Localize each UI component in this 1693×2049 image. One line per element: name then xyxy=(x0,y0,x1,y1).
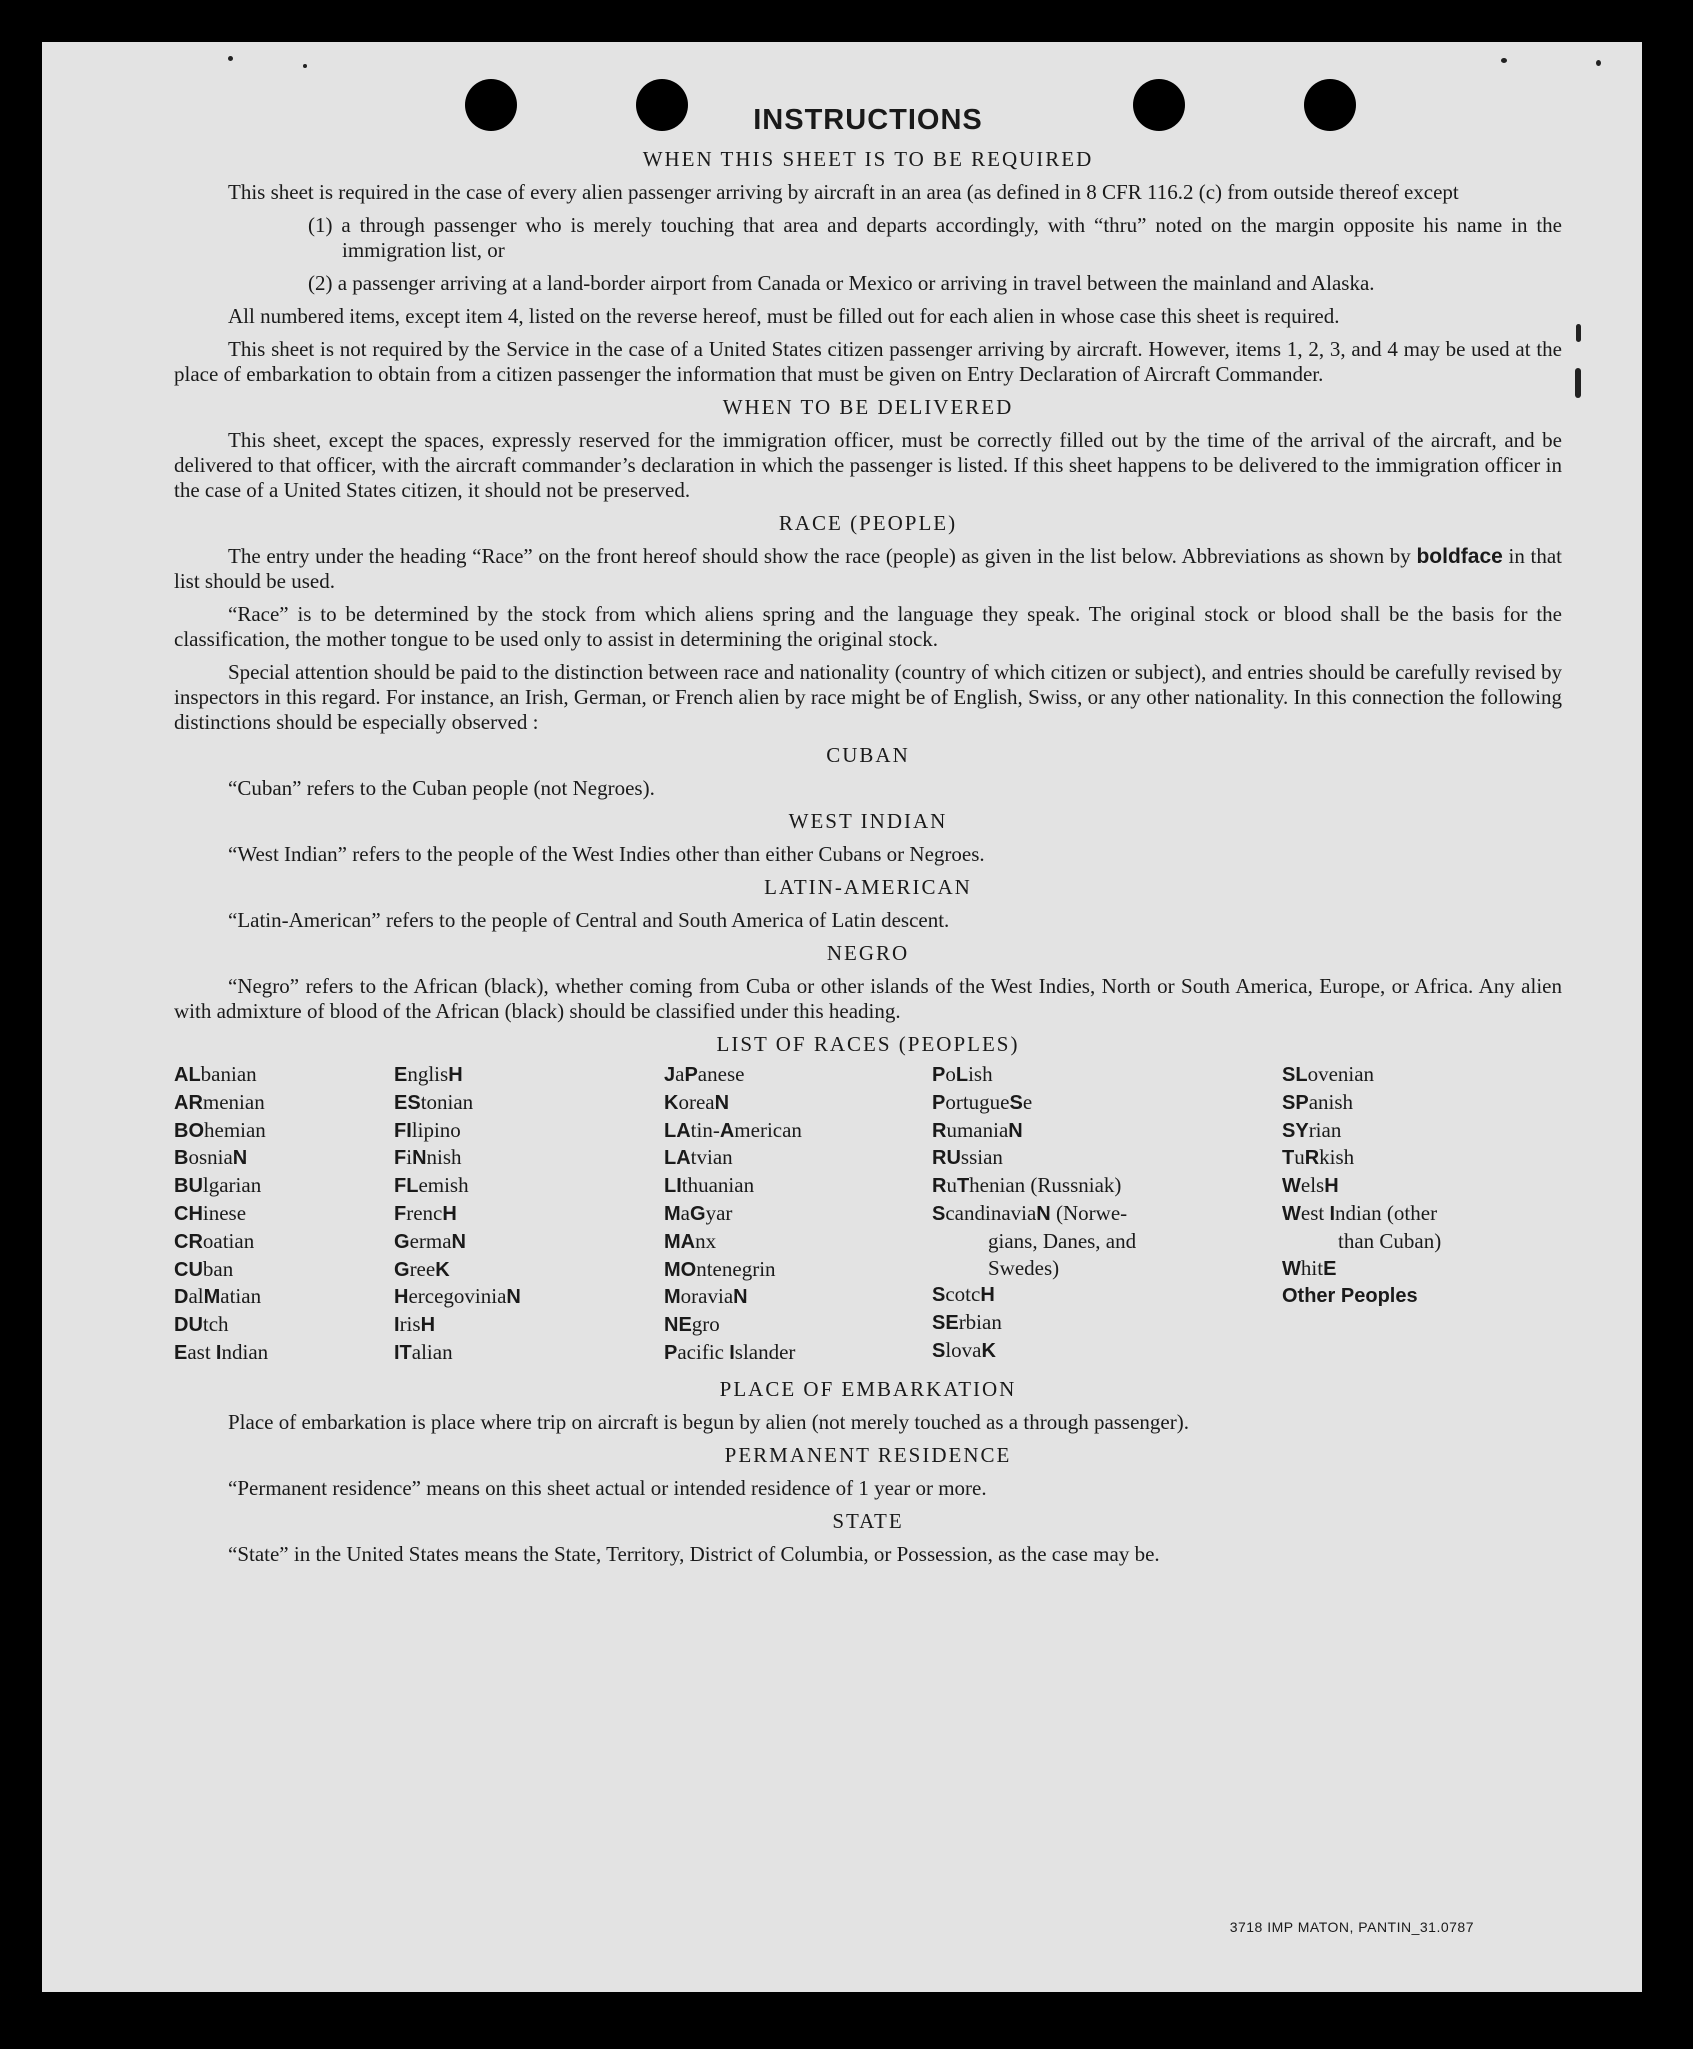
heading-list-of-races: LIST OF RACES (PEOPLES) xyxy=(716,1032,1020,1056)
race-text: u xyxy=(946,1173,957,1198)
heading-latin-american: LATIN-AMERICAN xyxy=(764,875,972,899)
race-text: kish xyxy=(1319,1145,1355,1170)
race-text: menian xyxy=(202,1089,265,1114)
paragraph: Special attention should be paid to the distinction between race and nationality (country of which citizen or subject), and entries should be carefully revised by inspectors in this regard. For instance, an Irish, German, or French alien by race might be of English, Swiss, or any other nationality. In this connection the following distinctions should be especially observed : xyxy=(174,660,1562,734)
paragraph: All numbered items, except item 4, listed on the reverse hereof, must be filled out for each alien in whose case this sheet is required. xyxy=(228,304,1340,328)
boldface-word: boldface xyxy=(1416,545,1503,568)
race-abbrev: S xyxy=(932,1284,946,1307)
race-abbrev: M xyxy=(664,1202,681,1225)
race-abbrev: N xyxy=(1036,1202,1051,1225)
race-entry xyxy=(394,1089,664,1117)
race-entry xyxy=(174,1172,394,1200)
races-column xyxy=(932,1061,1282,1367)
race-entry xyxy=(1282,1200,1562,1228)
race-abbrev: P xyxy=(684,1064,698,1086)
race-abbrev: DU xyxy=(174,1314,203,1337)
race-abbrev: R xyxy=(932,1175,947,1198)
speck xyxy=(1575,368,1581,398)
race-text: merican xyxy=(734,1117,802,1142)
race-entry xyxy=(932,1117,1282,1145)
race-text: yar xyxy=(705,1200,733,1225)
race-entry xyxy=(174,1339,394,1367)
race-text: alian xyxy=(411,1339,453,1364)
heading-embarkation: PLACE OF EMBARKATION xyxy=(719,1376,1017,1401)
race-text: u xyxy=(1294,1145,1305,1170)
race-abbrev: R xyxy=(1304,1147,1320,1170)
race-abbrev: SY xyxy=(1282,1119,1309,1142)
race-text: acific xyxy=(677,1339,730,1364)
race-abbrev: B xyxy=(174,1147,189,1170)
race-abbrev: S xyxy=(932,1339,946,1362)
race-text: osnia xyxy=(188,1145,233,1170)
race-abbrev: AL xyxy=(174,1064,201,1086)
race-text: lova xyxy=(945,1337,982,1362)
race-text: atian xyxy=(220,1284,262,1309)
race-abbrev: N xyxy=(1008,1119,1023,1142)
race-entry xyxy=(932,1144,1282,1172)
speck xyxy=(228,56,233,61)
race-abbrev: J xyxy=(664,1064,676,1086)
speck xyxy=(1501,58,1507,63)
paragraph xyxy=(174,544,1562,594)
race-abbrev: I xyxy=(729,1341,735,1364)
race-abbrev: H xyxy=(394,1286,409,1309)
paragraph: “Cuban” refers to the Cuban people (not Negroes). xyxy=(228,776,655,800)
race-entry xyxy=(664,1228,932,1256)
race-abbrev: T xyxy=(1282,1147,1295,1170)
race-entry xyxy=(664,1256,932,1284)
race-text: e xyxy=(1022,1089,1033,1114)
speck xyxy=(1576,324,1581,342)
race-abbrev: W xyxy=(1282,1175,1301,1198)
race-text: slander xyxy=(734,1339,796,1364)
speck xyxy=(303,64,307,68)
race-abbrev: BU xyxy=(174,1175,203,1198)
paragraph: This sheet, except the spaces, expressly reserved for the immigration officer, must be correctly filled out by the time of the arrival of the aircraft, and be delivered to that officer, with the aircraft commander’s declaration in which the passenger is listed. If this sheet happens to be delivered to the immigration officer in the case of a United States citizen, it should not be preserved. xyxy=(174,428,1562,502)
heading-residence: PERMANENT RESIDENCE xyxy=(724,1442,1012,1467)
race-abbrev: K xyxy=(981,1339,996,1362)
race-abbrev: N xyxy=(733,1286,748,1309)
heading-west-indian: WEST INDIAN xyxy=(788,809,948,833)
race-text: emish xyxy=(418,1173,469,1198)
race-abbrev: S xyxy=(1009,1091,1023,1114)
race-abbrev: H xyxy=(980,1284,995,1307)
race-entry xyxy=(932,1228,1282,1255)
race-text: hemian xyxy=(204,1117,266,1142)
race-text: hit xyxy=(1300,1255,1324,1280)
race-text: rbian xyxy=(958,1310,1002,1335)
race-entry xyxy=(394,1144,664,1172)
heading-state: STATE xyxy=(832,1508,904,1533)
race-abbrev: N xyxy=(714,1091,730,1114)
race-entry xyxy=(932,1337,1282,1365)
race-text: ree xyxy=(409,1256,436,1281)
race-text: oravia xyxy=(680,1284,734,1309)
race-entry xyxy=(1282,1172,1562,1200)
race-abbrev: I xyxy=(1329,1202,1336,1225)
race-abbrev: P xyxy=(932,1064,946,1086)
race-text: renc xyxy=(406,1200,443,1225)
race-text: ish xyxy=(968,1062,993,1086)
race-entry xyxy=(664,1339,932,1367)
race-entry xyxy=(1282,1061,1562,1089)
heading-race: RACE (PEOPLE) xyxy=(778,511,958,535)
race-text: ast xyxy=(187,1339,216,1364)
race-abbrev: AR xyxy=(174,1091,203,1114)
races-column xyxy=(1282,1061,1562,1367)
race-entry xyxy=(664,1283,932,1311)
paragraph: “State” in the United States means the State, Territory, District of Columbia, or Possession, as the case may be. xyxy=(228,1541,1160,1566)
race-entry xyxy=(664,1311,932,1339)
race-entry xyxy=(394,1117,664,1145)
paragraph: “Latin-American” refers to the people of Central and South America of Latin descent. xyxy=(228,908,950,932)
race-text: anese xyxy=(697,1062,745,1086)
race-text: erma xyxy=(409,1228,452,1253)
page-title: INSTRUCTIONS xyxy=(753,104,983,136)
race-abbrev: K xyxy=(664,1091,679,1114)
race-abbrev: P xyxy=(932,1091,946,1114)
race-text: (Norwe- xyxy=(1050,1200,1128,1225)
race-text: o xyxy=(945,1062,956,1086)
race-abbrev: L xyxy=(955,1064,969,1086)
race-entry xyxy=(174,1144,394,1172)
race-abbrev: D xyxy=(174,1286,189,1309)
race-abbrev: I xyxy=(394,1314,400,1337)
race-text: ortugue xyxy=(945,1089,1010,1114)
race-entry xyxy=(394,1228,664,1256)
heading-negro: NEGRO xyxy=(826,941,910,965)
race-abbrev: H xyxy=(420,1314,436,1337)
race-abbrev: FL xyxy=(394,1175,419,1198)
race-entry xyxy=(174,1061,394,1089)
race-text: than Cuban) xyxy=(1338,1228,1442,1253)
race-abbrev: CU xyxy=(174,1258,203,1281)
text: The entry under the heading “Race” on the front hereof should show the race (people) as given in the list below. Abbreviations as shown by xyxy=(228,544,1417,568)
race-entry xyxy=(664,1200,932,1228)
race-text: nglis xyxy=(407,1062,449,1086)
race-abbrev: CR xyxy=(174,1230,203,1253)
race-abbrev: N xyxy=(506,1286,521,1309)
race-text: banian xyxy=(200,1062,257,1086)
paragraph: “Permanent residence” means on this sheet actual or intended residence of 1 year or more. xyxy=(228,1475,987,1500)
race-text: oatian xyxy=(202,1228,255,1253)
race-abbrev: K xyxy=(435,1258,450,1281)
race-entry xyxy=(1282,1144,1562,1172)
race-abbrev: NE xyxy=(664,1314,692,1337)
race-entry xyxy=(932,1281,1282,1309)
race-text: gro xyxy=(691,1312,720,1337)
race-text: tin- xyxy=(690,1117,720,1142)
race-text: ovenian xyxy=(1307,1062,1375,1086)
race-entry xyxy=(394,1061,664,1089)
race-text: Swedes) xyxy=(988,1255,1060,1280)
race-text: orea xyxy=(678,1089,715,1114)
race-abbrev: S xyxy=(932,1202,946,1225)
race-entry xyxy=(394,1200,664,1228)
race-text: tch xyxy=(202,1312,229,1337)
race-text: thuanian xyxy=(681,1173,755,1198)
race-abbrev: CH xyxy=(174,1202,203,1225)
race-abbrev: I xyxy=(215,1341,222,1364)
race-text: candinavia xyxy=(945,1200,1037,1225)
race-abbrev: FI xyxy=(394,1119,412,1142)
race-entry xyxy=(1282,1282,1562,1310)
race-text: tvian xyxy=(690,1145,733,1170)
race-abbrev: ES xyxy=(394,1091,421,1114)
race-abbrev: N xyxy=(232,1147,248,1170)
race-entry xyxy=(932,1172,1282,1200)
race-text: ssian xyxy=(960,1145,1003,1170)
race-abbrev: F xyxy=(394,1202,407,1225)
paragraph: “West Indian” refers to the people of the West Indies other than either Cubans or Negroes. xyxy=(228,842,985,866)
race-entry xyxy=(664,1089,932,1117)
heading-delivered: WHEN TO BE DELIVERED xyxy=(722,395,1014,419)
printer-imprint: 3718 IMP MATON, PANTIN_31.0787 xyxy=(1229,1919,1474,1935)
race-text: ercegovinia xyxy=(408,1284,507,1309)
race-abbrev: G xyxy=(690,1202,706,1225)
race-entry xyxy=(932,1089,1282,1117)
race-entry xyxy=(1282,1255,1562,1283)
race-abbrev: H xyxy=(442,1202,457,1225)
race-text: a xyxy=(675,1062,685,1086)
paragraph: “Race” is to be determined by the stock from which aliens spring and the language they speak. The original stock or blood shall be the basis for the classification, the mother tongue to be used only to assist in determining the original stock. xyxy=(174,602,1562,651)
race-text: els xyxy=(1300,1173,1325,1198)
race-abbrev: M xyxy=(203,1286,221,1309)
race-abbrev: T xyxy=(956,1175,970,1198)
race-text: al xyxy=(188,1284,204,1309)
race-entry xyxy=(664,1144,932,1172)
race-abbrev: LA xyxy=(664,1147,691,1170)
list-item: (1) a through passenger who is merely touching that area and departs accordingly, with “thru” noted on the margin opposite his name in the immigration list, or xyxy=(308,213,1562,262)
race-entry xyxy=(932,1309,1282,1337)
race-text: gians, Danes, and xyxy=(988,1228,1137,1253)
race-abbrev: RU xyxy=(932,1147,961,1170)
list-item: (2) a passenger arriving at a land-border airport from Canada or Mexico or arriving in travel between the mainland and Alaska. xyxy=(308,271,1375,295)
race-text: ris xyxy=(399,1312,421,1337)
race-entry xyxy=(932,1200,1282,1228)
race-abbrev: N xyxy=(412,1147,427,1170)
race-text: umania xyxy=(946,1117,1009,1142)
race-text: cotc xyxy=(945,1282,981,1307)
heading-required: WHEN THIS SHEET IS TO BE REQUIRED xyxy=(642,147,1094,171)
race-entry xyxy=(1282,1117,1562,1145)
race-entry xyxy=(174,1228,394,1256)
race-abbrev: R xyxy=(932,1119,947,1142)
race-abbrev: MA xyxy=(664,1230,696,1253)
race-text: nish xyxy=(426,1145,462,1170)
race-entry xyxy=(174,1311,394,1339)
race-abbrev: P xyxy=(664,1341,678,1364)
race-entry xyxy=(394,1172,664,1200)
race-text: est xyxy=(1300,1200,1330,1225)
race-entry xyxy=(394,1283,664,1311)
race-abbrev: W xyxy=(1282,1202,1301,1225)
race-entry xyxy=(394,1256,664,1284)
races-column xyxy=(174,1061,394,1367)
race-entry xyxy=(394,1311,664,1339)
race-abbrev: SP xyxy=(1282,1091,1309,1114)
race-abbrev: MO xyxy=(664,1258,697,1281)
race-entry xyxy=(664,1117,932,1145)
race-text: anish xyxy=(1308,1089,1354,1114)
race-text: inese xyxy=(202,1200,247,1225)
race-abbrev: E xyxy=(174,1341,188,1364)
race-abbrev: E xyxy=(394,1064,408,1086)
race-text: henian (Russniak) xyxy=(969,1173,1122,1198)
race-text: i xyxy=(406,1145,413,1170)
race-abbrev: SE xyxy=(932,1312,959,1335)
race-abbrev: M xyxy=(664,1286,681,1309)
race-abbrev: G xyxy=(394,1230,410,1253)
race-abbrev: N xyxy=(451,1230,466,1253)
race-entry xyxy=(932,1255,1282,1282)
paragraph: Place of embarkation is place where trip on aircraft is begun by alien (not merely touched as a through passenger). xyxy=(228,1409,1189,1434)
race-entry xyxy=(174,1200,394,1228)
heading-cuban: CUBAN xyxy=(826,743,910,767)
race-entry xyxy=(174,1256,394,1284)
race-entry xyxy=(932,1061,1282,1089)
race-text: ndian (other xyxy=(1335,1200,1438,1225)
race-entry xyxy=(174,1117,394,1145)
race-abbrev: Other Peoples xyxy=(1282,1285,1418,1308)
race-abbrev: LA xyxy=(664,1119,691,1142)
races-column xyxy=(394,1061,664,1367)
race-entry xyxy=(664,1061,932,1089)
race-abbrev: BO xyxy=(174,1119,204,1142)
paragraph: “Negro” refers to the African (black), whether coming from Cuba or other islands of the West Indies, North or South America, Europe, or Africa. Any alien with admixture of blood of the African (black) should be classified under this heading. xyxy=(174,974,1562,1023)
race-text: lgarian xyxy=(202,1173,262,1198)
race-entry xyxy=(174,1089,394,1117)
race-entry xyxy=(394,1339,664,1367)
race-abbrev: LI xyxy=(664,1175,682,1198)
race-abbrev: E xyxy=(1323,1257,1337,1280)
race-text: a xyxy=(680,1200,690,1225)
race-abbrev: G xyxy=(394,1258,410,1281)
race-text: tonian xyxy=(420,1089,474,1114)
race-abbrev: F xyxy=(394,1147,407,1170)
race-abbrev: H xyxy=(1324,1175,1339,1198)
race-entry xyxy=(664,1172,932,1200)
paragraph: This sheet is required in the case of every alien passenger arriving by aircraft in an area (as defined in 8 CFR 116.2 (c) from outside thereof except xyxy=(228,180,1459,204)
instructions-content xyxy=(174,104,1563,1575)
race-abbrev: IT xyxy=(394,1341,412,1364)
race-entry xyxy=(174,1283,394,1311)
speck xyxy=(1596,60,1601,66)
race-abbrev: SL xyxy=(1282,1064,1308,1086)
race-abbrev: H xyxy=(448,1064,463,1086)
race-entry xyxy=(1282,1228,1562,1255)
text: in that list should be used. xyxy=(174,544,1563,593)
race-entry xyxy=(1282,1089,1562,1117)
races-column xyxy=(664,1061,932,1367)
race-abbrev: W xyxy=(1282,1257,1301,1280)
paragraph: This sheet is not required by the Service in the case of a United States citizen passenger arriving by aircraft. However, items 1, 2, 3, and 4 may be used at the place of embarkation to obtain from a citizen passenger the information that must be given on Entry Declaration of Aircraft Commander. xyxy=(174,337,1562,386)
race-text: rian xyxy=(1308,1117,1342,1142)
race-text: ban xyxy=(202,1256,234,1281)
race-abbrev: A xyxy=(719,1119,735,1142)
document-sheet xyxy=(42,42,1642,1992)
races-list xyxy=(174,1061,1562,1367)
race-text: ndian xyxy=(221,1339,269,1364)
race-text: nx xyxy=(695,1228,717,1253)
race-text: ntenegrin xyxy=(696,1256,776,1281)
race-text: lipino xyxy=(411,1117,461,1142)
